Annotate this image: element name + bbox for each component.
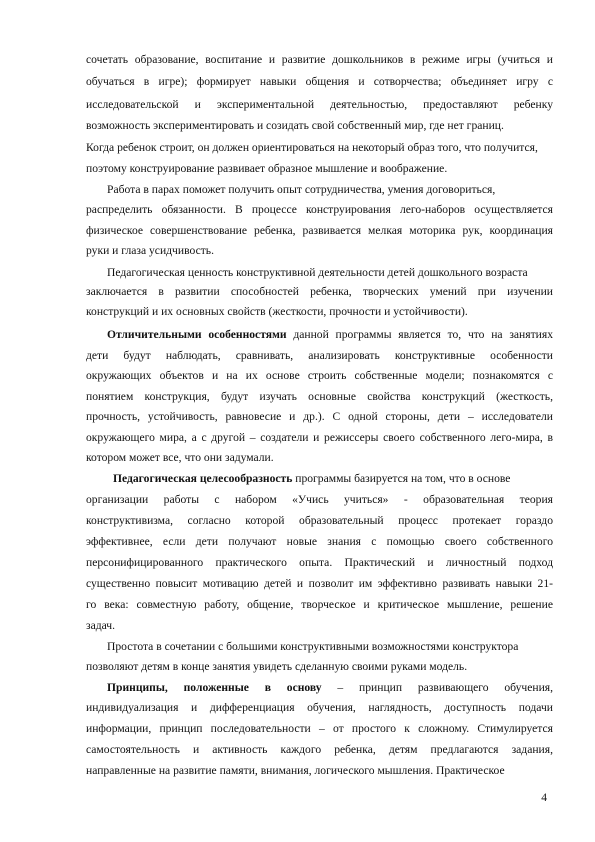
text-line: заключается в развитии способностей ребенка, творческих умений при изучении [86,285,553,298]
text-line: эффективнее, если дети получают новые знания с помощью своего собственного [86,535,553,548]
text-line: руки и глаза усидчивость. [86,244,214,257]
bold-heading-expediency: Педагогическая целесообразность [113,472,293,485]
text-line: физическое совершенствование ребенка, развивается мелкая моторика рук, координация [86,224,553,237]
page-number: 4 [541,791,547,804]
text-line: персонифицированного практического опыта. Практический и личностный подход [86,556,553,569]
bold-heading-principles: Принципы, положенные в основу [107,681,322,694]
text-line: Педагогическая ценность конструктивной деятельности детей дошкольного возраста [107,266,528,279]
text-line: окружающих объектов и на их основе строить собственные модели; познакомятся с [86,369,553,382]
text-line: распределить обязанности. В процессе конструирования лего-наборов осуществляется [86,203,553,216]
text-line: конструктивизма, согласно которой образовательный процесс протекает гораздо [86,514,553,527]
text-line: Простота в сочетании с большими конструктивными возможностями конструктора [107,640,519,653]
text-line: прочность, устойчивость, равновесие и др.). С одной стороны, дети – исследователи [86,410,553,423]
text-run: программы базируется на том, что в основе [292,472,511,485]
text-line: понятием конструкция, будут изучать основные свойства конструкций (жесткость, [86,390,553,403]
text-line: Работа в парах поможет получить опыт сотрудничества, умения договориться, [107,183,496,196]
text-line: исследовательской и экспериментальной деятельностью, предоставляют ребенку [86,98,553,111]
text-line: поэтому конструирование развивает образное мышление и воображение. [86,162,448,175]
text-line: организации работы с набором «Учись учиться» - образовательная теория [86,493,553,506]
text-line: окружающего мира, а с другой – создатели и режиссеры своего собственного лего-мира, в [86,431,553,444]
paragraph-expediency-first-line [113,472,553,486]
text-line: направленные на развитие памяти, внимания, логического мышления. Практическое [86,764,505,777]
text-line: возможность экспериментировать и созидать свой собственный мир, где нет границ. [86,119,504,132]
text-line: котором может все, что они задумали. [86,451,274,464]
text-line: Когда ребенок строит, он должен ориентироваться на некоторый образ того, что получится, [86,141,538,154]
text-run: – принцип развивающего обучения, [321,681,554,694]
text-line: обучаться в игре); формирует навыки общения и сотворчества; объединяет игру с [86,75,553,88]
text-run: данной программы является то, что на занятиях [286,328,553,341]
text-line: позволяют детям в конце занятия увидеть сделанную своими руками модель. [86,660,468,673]
text-line: индивидуализация и дифференциация обучения, наглядность, доступность подачи [86,701,553,714]
text-line: сочетать образование, воспитание и развитие дошкольников в режиме игры (учиться и [86,53,553,66]
paragraph-features-first-line [107,328,553,342]
text-line: самостоятельность и активность каждого ребенка, детям предлагаются задания, [86,743,553,756]
text-line: дети будут наблюдать, сравнивать, анализировать конструктивные особенности [86,349,553,362]
paragraph-principles-first-line [107,681,553,695]
text-line: конструкций и их основных свойств (жесткости, прочности и устойчивости). [86,305,468,318]
text-line: го века: совместную работу, общение, творческое и критическое мышление, решение [86,598,553,611]
text-line: задач. [86,619,116,632]
text-line: существенно повысит мотивацию детей и позволит им эффективно развивать навыки 21- [86,577,553,590]
text-line: информации, принцип последовательности – от простого к сложному. Стимулируется [86,722,553,735]
bold-heading-features: Отличительными особенностями [107,328,287,341]
